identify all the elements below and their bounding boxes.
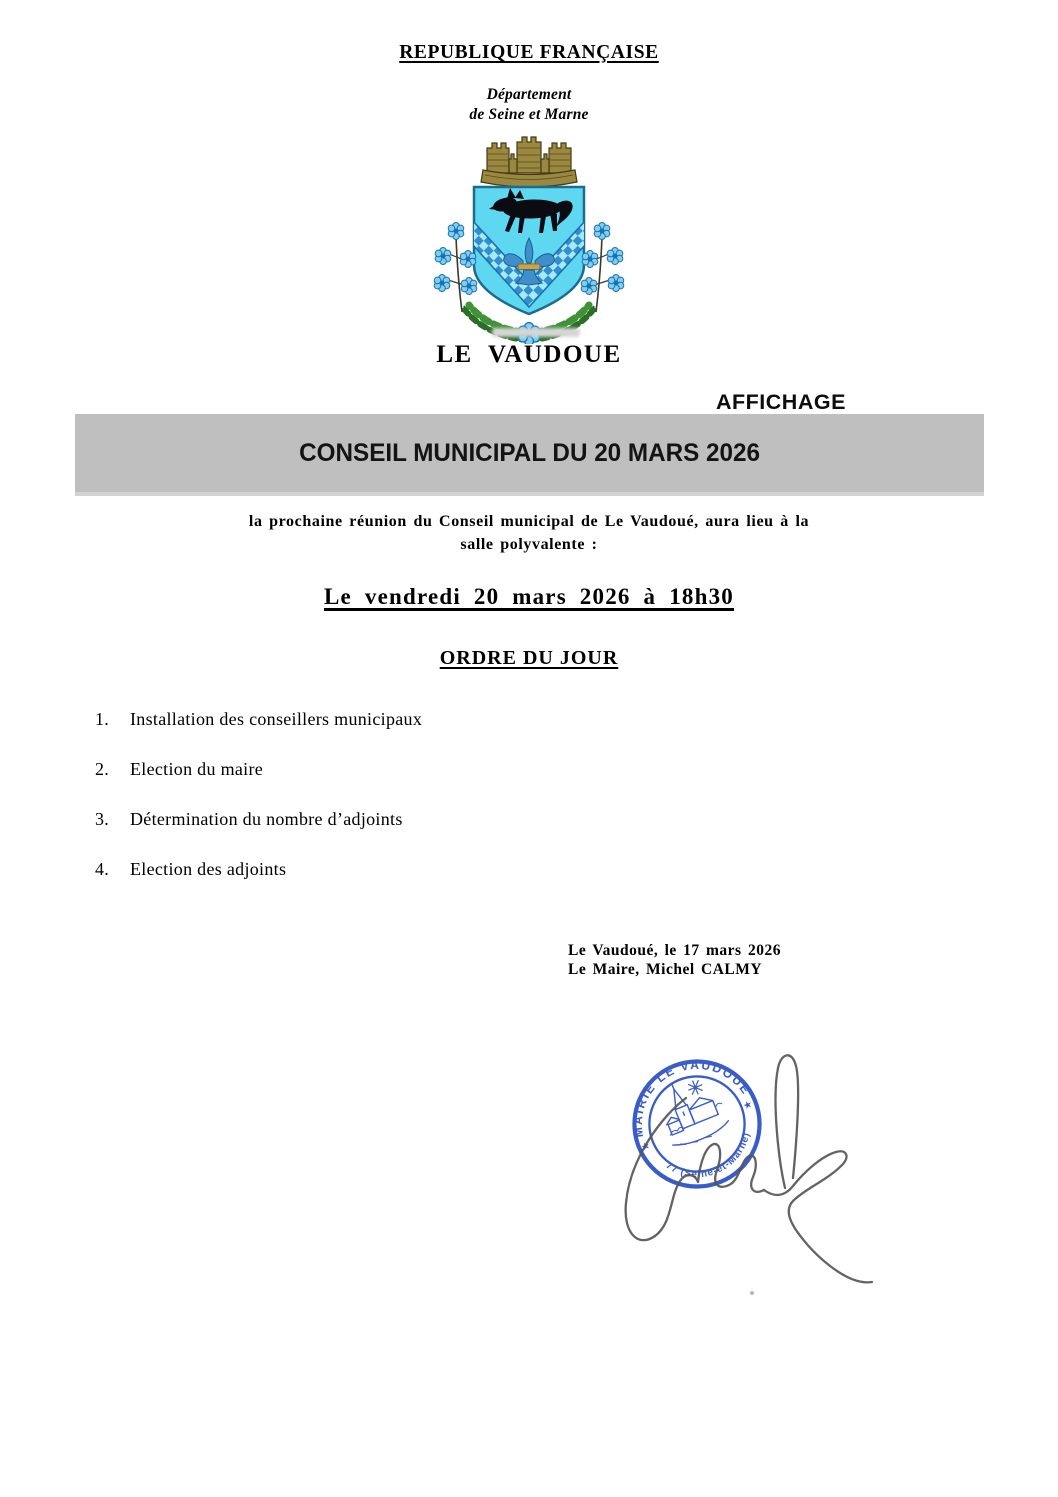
agenda-item-4 xyxy=(95,859,695,909)
agenda-item-number: 1. xyxy=(95,709,110,729)
agenda-item-number: 2. xyxy=(95,759,110,779)
intro-line-1: la prochaine réunion du Conseil municipal de Le Vaudoué, aura lieu à la xyxy=(248,513,810,530)
intro-line-2: salle polyvalente : xyxy=(460,536,598,553)
department-line1: Département xyxy=(486,86,572,103)
agenda-item-label: Election des adjoints xyxy=(130,859,287,879)
title-banner xyxy=(75,414,984,496)
coat-of-arms xyxy=(419,132,639,344)
cornflowers-right-icon xyxy=(581,223,624,313)
agenda-item-3 xyxy=(95,809,695,859)
signatory: Le Maire, Michel CALMY xyxy=(568,960,763,978)
meeting-datetime: Le vendredi 20 mars 2026 à 18h30 xyxy=(323,584,735,609)
place-date: Le Vaudoué, le 17 mars 2026 xyxy=(568,942,781,959)
department-line2: de Seine et Marne xyxy=(469,106,589,123)
affichage-label: AFFICHAGE xyxy=(716,390,846,414)
agenda-list xyxy=(95,709,695,909)
stamp-star-left-icon: ★ xyxy=(639,1140,653,1154)
ink-dot xyxy=(750,1291,754,1295)
cornflowers-left-icon xyxy=(434,223,477,313)
stamp-arc-bottom-text: 77 (Seine-et-Marne) xyxy=(663,1131,753,1181)
intro-paragraph xyxy=(0,510,1058,556)
agenda-item-number: 3. xyxy=(95,809,110,829)
republic-title: REPUBLIQUE FRANÇAISE xyxy=(399,42,659,63)
scan-smudge xyxy=(492,328,580,337)
signature-handwriting xyxy=(600,1038,900,1308)
mural-crown-icon xyxy=(481,137,577,187)
agenda-heading: ORDRE DU JOUR xyxy=(439,647,619,669)
agenda-item-2 xyxy=(95,759,695,809)
stamp-arc-top-text: MAIRIE LE VAUDOUE xyxy=(630,1057,754,1139)
agenda-item-label: Installation des conseillers municipaux xyxy=(130,709,423,729)
agenda-item-number: 4. xyxy=(95,859,110,879)
banner-title: CONSEIL MUNICIPAL DU 20 MARS 2026 xyxy=(299,438,760,467)
stamp-star-right-icon: ★ xyxy=(741,1098,755,1113)
agenda-item-label: Détermination du nombre d’adjoints xyxy=(130,809,403,829)
commune-name: LE VAUDOUE xyxy=(436,341,622,368)
agenda-item-label: Election du maire xyxy=(130,759,264,779)
agenda-item-1 xyxy=(95,709,695,759)
closing-block xyxy=(568,942,781,979)
